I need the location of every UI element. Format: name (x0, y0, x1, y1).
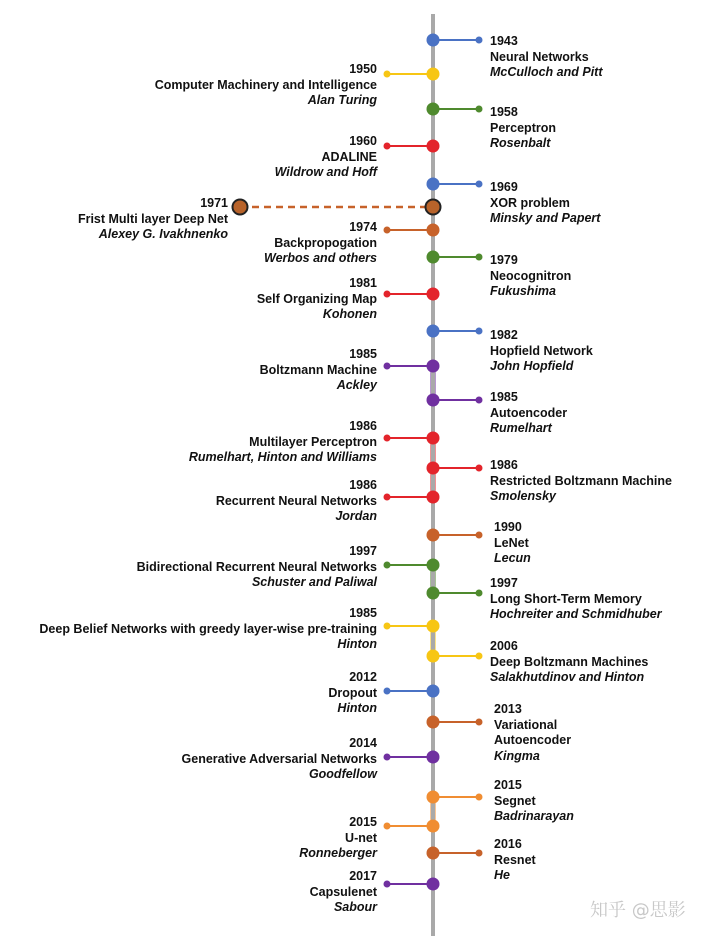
event-title: LeNet (494, 535, 529, 550)
event-label (155, 62, 377, 109)
event-author: Fukushima (490, 284, 556, 298)
event-label (494, 702, 571, 764)
event-title: Backpropogation (274, 235, 377, 250)
axis-node (427, 34, 440, 47)
event-title: Restricted Boltzmann Machine (490, 473, 672, 488)
event-author: Alan Turing (307, 93, 377, 107)
event-year: 2016 (494, 837, 522, 851)
event-label (490, 253, 571, 300)
axis-node (427, 462, 440, 475)
event-year: 1985 (349, 606, 377, 620)
event-year: 1986 (349, 419, 377, 433)
event-title: Perceptron (490, 120, 556, 135)
axis-node (427, 791, 440, 804)
axis-node (427, 224, 440, 237)
event-author: Hochreiter and Schmidhuber (490, 607, 662, 621)
event-author: Minsky and Papert (490, 211, 601, 225)
event-label (490, 639, 648, 686)
event-year: 1974 (349, 220, 377, 234)
end-dot (476, 328, 483, 335)
event-label (490, 328, 593, 375)
end-dot (384, 71, 391, 78)
event-author: Goodfellow (308, 767, 377, 781)
event-label (310, 869, 377, 916)
event-title-line: Variational (494, 717, 558, 732)
event-title: Deep Belief Networks with greedy layer-wise pre-training (39, 621, 377, 636)
event-label (494, 520, 531, 567)
axis-node (427, 491, 440, 504)
event-author: McCulloch and Pitt (490, 65, 603, 79)
event-author: Wildrow and Hoff (274, 165, 377, 179)
event-label (494, 837, 536, 884)
event-year: 1985 (490, 390, 518, 404)
event-label (490, 34, 603, 81)
end-dot (384, 881, 391, 888)
event-title: Hopfield Network (490, 343, 593, 358)
event-author: Badrinarayan (494, 809, 574, 823)
event-author: Ackley (336, 378, 377, 392)
axis-node (427, 325, 440, 338)
axis-node (427, 529, 440, 542)
event-title: Segnet (494, 793, 536, 808)
event-title: Self Organizing Map (256, 291, 377, 306)
event-label (490, 576, 662, 623)
event-year: 2006 (490, 639, 518, 653)
end-dot (476, 106, 483, 113)
event-author: Kohonen (322, 307, 377, 321)
event-label (137, 544, 377, 591)
end-dot (384, 494, 391, 501)
event-year: 1943 (490, 34, 518, 48)
event-title: Capsulenet (309, 884, 377, 899)
event-label (299, 815, 377, 862)
end-dot (476, 719, 483, 726)
event-label (78, 196, 228, 243)
event-year: 1960 (349, 134, 377, 148)
event-author: Smolensky (490, 489, 557, 503)
event-year: 2015 (494, 778, 522, 792)
end-dot (476, 532, 483, 539)
event-author: Hinton (337, 701, 377, 715)
event-year: 1979 (490, 253, 518, 267)
event-title: Dropout (328, 685, 377, 700)
axis-node (427, 847, 440, 860)
event-label (39, 606, 377, 653)
event-label (490, 390, 567, 437)
event-author: He (494, 868, 510, 882)
event-author: Salakhutdinov and Hinton (490, 670, 645, 684)
event-author: Kingma (494, 748, 540, 763)
end-dot (476, 37, 483, 44)
end-dot (476, 850, 483, 857)
event-year: 1997 (490, 576, 518, 590)
axis-node (427, 140, 440, 153)
event-label (490, 458, 672, 505)
end-dot (384, 227, 391, 234)
event-label (490, 105, 556, 152)
end-dot (384, 435, 391, 442)
axis-node (427, 716, 440, 729)
event-author: Hinton (337, 637, 377, 651)
event-author: Ronneberger (299, 846, 377, 860)
event-title: Autoencoder (490, 405, 568, 420)
event-title: Recurrent Neural Networks (215, 493, 377, 508)
end-dot (384, 754, 391, 761)
axis-node (427, 878, 440, 891)
axis-node (427, 620, 440, 633)
event-year: 1997 (349, 544, 377, 558)
end-dot (476, 181, 483, 188)
axis-node (427, 685, 440, 698)
event-title: Neural Networks (490, 49, 589, 64)
event-label (182, 736, 377, 783)
axis-node (427, 751, 440, 764)
axis-node (427, 820, 440, 833)
event-title: ADALINE (321, 149, 377, 164)
event-label (490, 180, 600, 227)
event-title: Neocognitron (490, 268, 572, 283)
event-year: 1986 (349, 478, 377, 492)
axis-node (427, 432, 440, 445)
event-year: 2014 (349, 736, 377, 750)
event-year: 1958 (490, 105, 518, 119)
axis-node (427, 251, 440, 264)
event-year: 1990 (494, 520, 522, 534)
event-label (494, 778, 574, 825)
event-year: 2015 (349, 815, 377, 829)
event-author: Lecun (494, 551, 531, 565)
end-dot (384, 823, 391, 830)
end-node-highlight (233, 200, 248, 215)
event-label (260, 347, 377, 394)
axis-node (427, 559, 440, 572)
event-author: Rumelhart, Hinton and Williams (188, 450, 377, 464)
event-year: 1969 (490, 180, 518, 194)
end-dot (384, 562, 391, 569)
event-title: Long Short-Term Memory (490, 591, 642, 606)
event-year: 2017 (349, 869, 377, 883)
end-dot (384, 291, 391, 298)
event-title: XOR problem (490, 195, 570, 210)
event-year: 1982 (490, 328, 518, 342)
axis-node (427, 68, 440, 81)
event-year: 1986 (490, 458, 518, 472)
watermark: 知乎 @思影 (590, 900, 686, 921)
end-dot (476, 397, 483, 404)
event-title: Frist Multi layer Deep Net (77, 211, 228, 226)
event-title: Generative Adversarial Networks (181, 751, 377, 766)
axis-node (427, 650, 440, 663)
axis-node-highlight (426, 200, 441, 215)
end-dot (384, 688, 391, 695)
event-title: Computer Machinery and Intelligence (154, 77, 377, 92)
event-label (264, 220, 377, 267)
axis-node (427, 360, 440, 373)
event-title-line: Autoencoder (494, 733, 572, 747)
event-year: 2012 (349, 670, 377, 684)
event-label (275, 134, 377, 181)
event-author: Alexey G. Ivakhnenko (98, 227, 228, 241)
event-label (189, 419, 377, 466)
axis-node (427, 103, 440, 116)
event-year: 1950 (349, 62, 377, 76)
event-label (257, 276, 377, 323)
event-author: Schuster and Paliwal (251, 575, 377, 589)
event-title: Boltzmann Machine (259, 362, 377, 377)
axis-node (427, 394, 440, 407)
event-year: 1981 (349, 276, 377, 290)
event-author: Rumelhart (490, 421, 552, 435)
event-author: Jordan (335, 509, 377, 523)
event-title: Multilayer Perceptron (249, 434, 377, 449)
axis-node (427, 288, 440, 301)
axis-node (427, 587, 440, 600)
end-dot (476, 465, 483, 472)
event-title: Bidirectional Recurrent Neural Networks (136, 559, 377, 574)
event-label (328, 670, 377, 717)
event-year: 1985 (349, 347, 377, 361)
end-dot (476, 254, 483, 261)
end-dot (476, 590, 483, 597)
end-dot (384, 363, 391, 370)
end-dot (476, 653, 483, 660)
event-author: Rosenbalt (490, 136, 551, 150)
event-title: Deep Boltzmann Machines (490, 654, 649, 669)
event-title: Resnet (494, 852, 536, 867)
event-label (216, 478, 377, 525)
event-author: Werbos and others (264, 251, 377, 265)
event-author: John Hopfield (490, 359, 574, 373)
end-dot (476, 794, 483, 801)
event-year: 1971 (200, 196, 228, 210)
event-year: 2013 (494, 702, 522, 716)
event-author: Sabour (333, 900, 377, 914)
end-dot (384, 623, 391, 630)
axis-node (427, 178, 440, 191)
end-dot (384, 143, 391, 150)
event-title: U-net (345, 830, 377, 845)
